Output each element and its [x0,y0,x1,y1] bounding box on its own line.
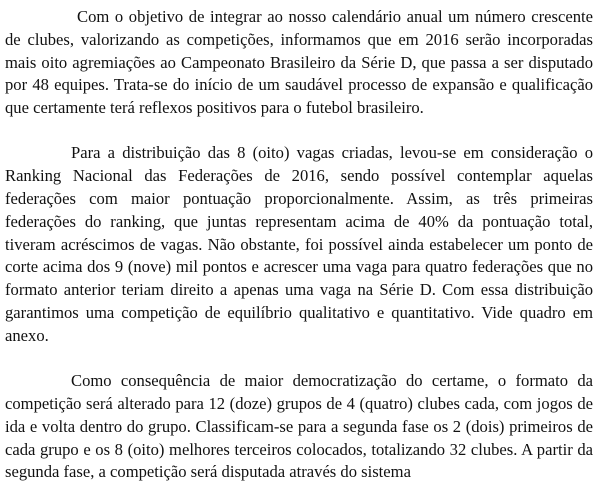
paragraph-vagas-distribution: Para a distribuição das 8 (oito) vagas criadas, levou-se em consideração o Ranking Nacional das Federações de 2016, sendo possível contemplar aquelas federações com maior pontuação proporcionalmente. Assim, as três primeiras federações do ranking, que juntas representam acima de 40% da pontuação total, tiveram acréscimos de vagas. Não obstante, foi possível ainda estabelecer um ponto de corte acima dos 9 (nove) mil pontos e acrescer uma vaga para quatro federações que no formato anterior teriam direito a apenas uma vaga na Série D. Com essa distribuição garantimos uma competição de equilíbrio qualitativo e quantitativo. Vide quadro em anexo. [5,143,593,345]
paragraph-competition-format: Como consequência de maior democratização do certame, o formato da competição será alterado para 12 (doze) grupos de 4 (quatro) clubes cada, com jogos de ida e volta dentro do grupo. Classificam-se para a segunda fase os 2 (dois) primeiros de cada grupo e os 8 (oito) melhores terceiros colocados, totalizando 32 clubes. A partir da segunda fase, a competição será disputada através do sistema [5,371,593,482]
document-page [5,6,593,484]
paragraph-intro: Com o objetivo de integrar ao nosso calendário anual um número crescente de clubes, valorizando as competições, informamos que em 2016 serão incorporadas mais oito agremiações ao Campeonato Brasileiro da Série D, que passa a ser disputado por 48 equipes. Trata-se do início de um saudável processo de expansão e qualificação que certamente terá reflexos positivos para o futebol brasileiro. [5,7,593,118]
